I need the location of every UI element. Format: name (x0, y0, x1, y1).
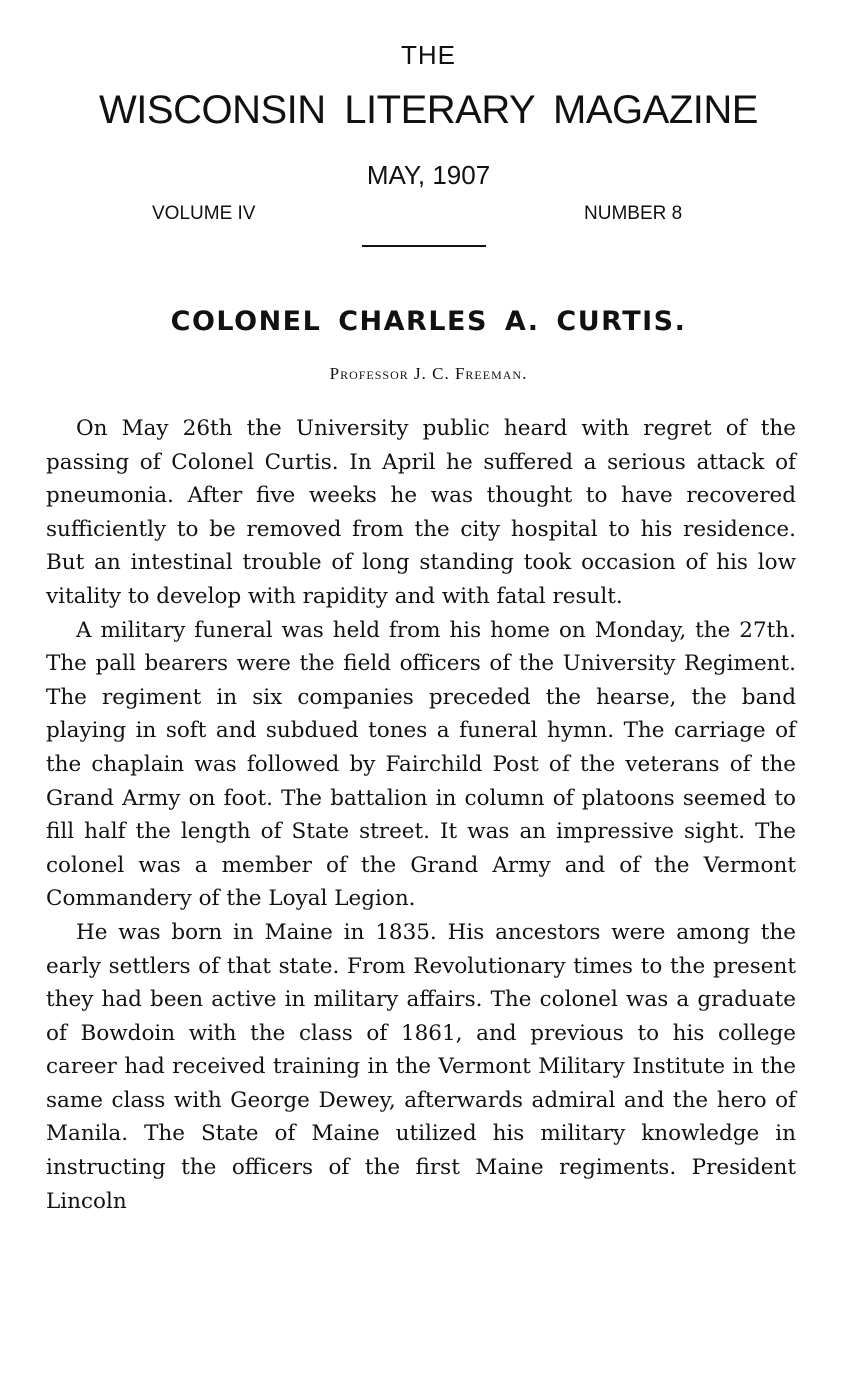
article-body (46, 412, 796, 1218)
article-title: COLONEL CHARLES A. CURTIS. (170, 306, 687, 337)
article-author: Professor J. C. Freeman. (329, 364, 528, 383)
paragraph: On May 26th the University public heard with regret of the passing of Colonel Curtis. In April he suffered a serious attack of pneumonia. After five weeks he was thought to have recovered sufficiently to be removed from the city hospital to his residence. But an intestinal trouble of long standing took occasion of his low vitality to develop with rapidity and with fatal result. (46, 416, 796, 609)
header-divider (362, 245, 486, 247)
paragraph: A military funeral was held from his home on Monday, the 27th. The pall bearers were the field officers of the University Regiment. The regiment in six companies preceded the hearse, the band playing in soft and subdued tones a funeral hymn. The carriage of the chaplain was followed by Fairchild Post of the veterans of the Grand Army on foot. The battalion in column of platoons seemed to fill half the length of State street. It was an impressive sight. The colonel was a member of the Grand Army and of the Vermont Commandery of the Loyal Legion. (46, 617, 796, 912)
paragraph: He was born in Maine in 1835. His ancestors were among the early settlers of that state. From Revolutionary times to the present they had been active in military affairs. The colonel was a graduate of Bowdoin with the class of 1861, and previous to his college career had received training in the Vermont Military Institute in the same class with George Dewey, afterwards admiral and the hero of Manila. The State of Maine utilized his military knowledge in instructing the officers of the first Maine regiments. President Lincoln (46, 919, 796, 1214)
masthead-the: THE (401, 40, 456, 70)
magazine-title: WISCONSIN LITERARY MAGAZINE (99, 88, 758, 132)
volume-label: VOLUME IV (152, 203, 256, 224)
number-label: NUMBER 8 (584, 203, 683, 224)
issue-date: MAY, 1907 (366, 160, 491, 190)
